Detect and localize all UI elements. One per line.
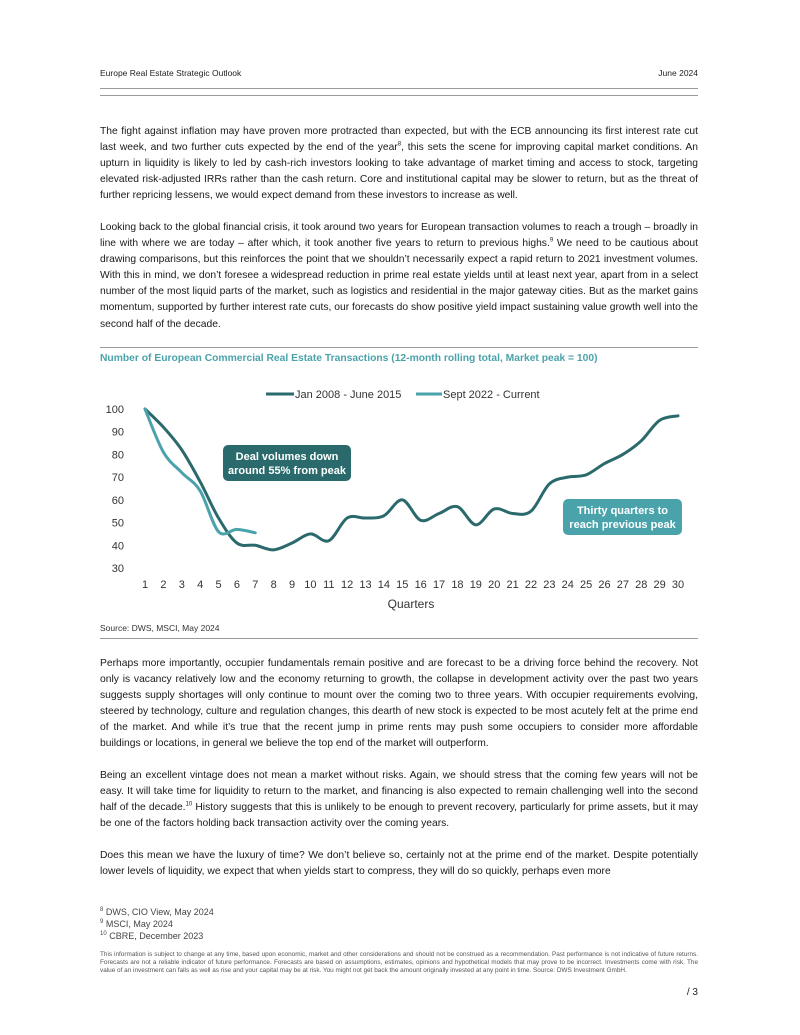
footnote-8: $^8$ DWS, CIO View, May 2024	[100, 907, 214, 917]
x-tick-label: 21	[506, 579, 519, 591]
x-tick-label: 28	[635, 579, 648, 591]
paragraph-2: Looking back to the global financial crisis, it took around two years for European transaction volumes to reach a trough – broadly in line with where we are today – after which, it took another five years to return to previous highs.$^9$ We need to be cautious about drawing comparisons, but this reinforces the point that we shouldn’t necessarily expect a rapid return to 2021 investment volumes. With this in mind, we don’t foresee a widespread reduction in prime real estate yields until at least next year, apart from in a select number of the most liquid parts of the market, such as logistics and residential in the major gateway cities. But as the market gains momentum, supported by further interest rate cuts, our forecasts do show positive yield impact sustaining value growth well into the second half of the decade.	[100, 222, 698, 330]
x-tick-label: 4	[197, 579, 204, 591]
footnote-ref-9[interactable]: 9	[549, 237, 554, 244]
x-tick-label: 19	[469, 579, 482, 591]
y-axis	[106, 404, 124, 575]
x-tick-label: 8	[270, 579, 277, 591]
x-tick-label: 10	[304, 579, 317, 591]
annotation-line2-1: around 55% from peak	[228, 465, 346, 477]
x-tick-label: 3	[178, 579, 185, 591]
x-tick-label: 14	[377, 579, 391, 591]
header-rule-bottom	[100, 95, 698, 96]
annotation-line1-1: Deal volumes down	[235, 451, 339, 463]
y-tick-label: 100	[105, 404, 124, 416]
y-tick-label: 80	[111, 449, 124, 462]
y-tick-label: 70	[111, 472, 124, 485]
x-tick-label: 30	[671, 579, 685, 591]
x-tick-label: 17	[432, 579, 446, 591]
x-tick-label: 15	[396, 579, 409, 591]
legend-label-1: Jan 2008 - June 2015	[295, 389, 402, 401]
annotation-line2-2: reach previous peak	[569, 519, 676, 531]
x-axis-label: Quarters	[387, 597, 435, 611]
y-tick-label: 60	[111, 494, 124, 507]
x-tick-label: 11	[323, 579, 335, 591]
chart-legend	[266, 389, 540, 401]
y-tick-label: 40	[111, 540, 124, 553]
x-tick-label: 24	[561, 579, 574, 591]
x-tick-label: 6	[233, 579, 240, 591]
document-title: Europe Real Estate Strategic Outlook	[100, 68, 242, 78]
paragraph-5: Does this mean we have the luxury of time? We don’t believe so, certainly not at the prime end of the market. Despite potentially lower levels of liquidity, we expect that when yields start to compress, they will do so quickly, perhaps even more	[100, 850, 698, 878]
chart-rule-bottom	[100, 638, 698, 639]
y-tick-label: 90	[111, 426, 124, 439]
page-number: / 3	[686, 987, 698, 998]
x-tick-label: 2	[160, 579, 167, 591]
transactions-line-chart	[0, 375, 800, 625]
x-tick-label: 16	[414, 579, 427, 591]
x-tick-label: 20	[488, 579, 501, 591]
chart-title: Number of European Commercial Real Estate Transactions (12-month rolling total, Market peak = 100)	[100, 353, 598, 364]
x-tick-label: 9	[288, 579, 296, 591]
x-axis	[142, 579, 684, 611]
header-rule-top	[100, 88, 698, 89]
annotation-line1-2: Thirty quarters to	[576, 505, 669, 517]
footnote-10: $^{10}$ CBRE, December 2023	[100, 931, 204, 941]
x-tick-label: 13	[359, 579, 372, 591]
y-tick-label: 50	[111, 517, 124, 530]
x-tick-label: 25	[579, 579, 593, 591]
x-tick-label: 1	[141, 579, 149, 591]
x-tick-label: 26	[598, 579, 611, 591]
x-tick-label: 12	[341, 579, 354, 591]
x-tick-label: 7	[252, 579, 259, 591]
x-tick-label: 5	[215, 579, 222, 591]
footnote-ref-8[interactable]: 8	[397, 141, 402, 148]
document-date: June 2024	[658, 68, 698, 78]
disclaimer: This information is subject to change at any time, based upon economic, market and other considerations and should not be construed as a recommendation. Past performance is not indicative of future returns. Forecasts are not a reliable indicator of future performance. Forecasts are based on assumptions, estimates, opinions and hypothetical models that may prove to be incorrect. Investments come with risk. The value of an investment can falls as well as rise and your capital may be at risk. You might not get back the amount originally invested at any point in time. Source: DWS Investment GmbH.	[100, 951, 698, 975]
paragraph-4: Being an excellent vintage does not mean a market without risks. Again, we should stress that the coming few years will not be easy. It will take time for liquidity to return to the market, and financing is also expected to remain challenging well into the second half of the decade.$^{10}$ History suggests that this is unlikely to be enough to prevent recovery, particularly for prime assets, but it may be one of the factors holding back transaction activity over the coming years.	[100, 770, 698, 830]
x-tick-label: 18	[451, 579, 464, 591]
footnote-ref-10[interactable]: 10	[185, 801, 193, 808]
chart-rule-top	[100, 347, 698, 348]
footnote-9: $^9$ MSCI, May 2024	[100, 919, 173, 929]
legend-label-2: Sept 2022 - Current	[443, 389, 540, 401]
y-tick-label: 30	[111, 563, 124, 575]
x-tick-label: 23	[543, 579, 556, 591]
paragraph-1: The fight against inflation may have proven more protracted than expected, but with the ECB announcing its first interest rate cut last week, and two further cuts expected by the end of the year$^8$, this sets the scene for improving capital market conditions. An upturn in liquidity is likely to led by cash-rich investors looking to take advantage of market timing and access to stock, targeting elevated risk-adjusted IRRs rather than the cash return. Core and institutional capital may be slower to return, but as the threat of further repricing lessens, we would expect demand from these investors to increase as well.	[100, 126, 698, 202]
paragraph-3: Perhaps more importantly, occupier fundamentals remain positive and are forecast to be a driving force behind the recovery. Not only is vacancy relatively low and the economy returning to growth, the collapse in development activity over the past two years suggests supply shortages will only continue to mount over the coming two to three years. With occupier requirements evolving, steered by technology, culture and regulation changes, this dearth of new stock is expected to be most acutely felt at the prime end of the market. And while it’s true that the recent jump in prime rents may push some occupiers to consider more affordable buildings or locations, in general we believe the top end of the market will outperform.	[100, 658, 698, 750]
x-tick-label: 27	[616, 579, 629, 591]
chart-source: Source: DWS, MSCI, May 2024	[100, 623, 220, 633]
x-tick-label: 22	[524, 579, 538, 591]
x-tick-label: 29	[653, 579, 666, 591]
